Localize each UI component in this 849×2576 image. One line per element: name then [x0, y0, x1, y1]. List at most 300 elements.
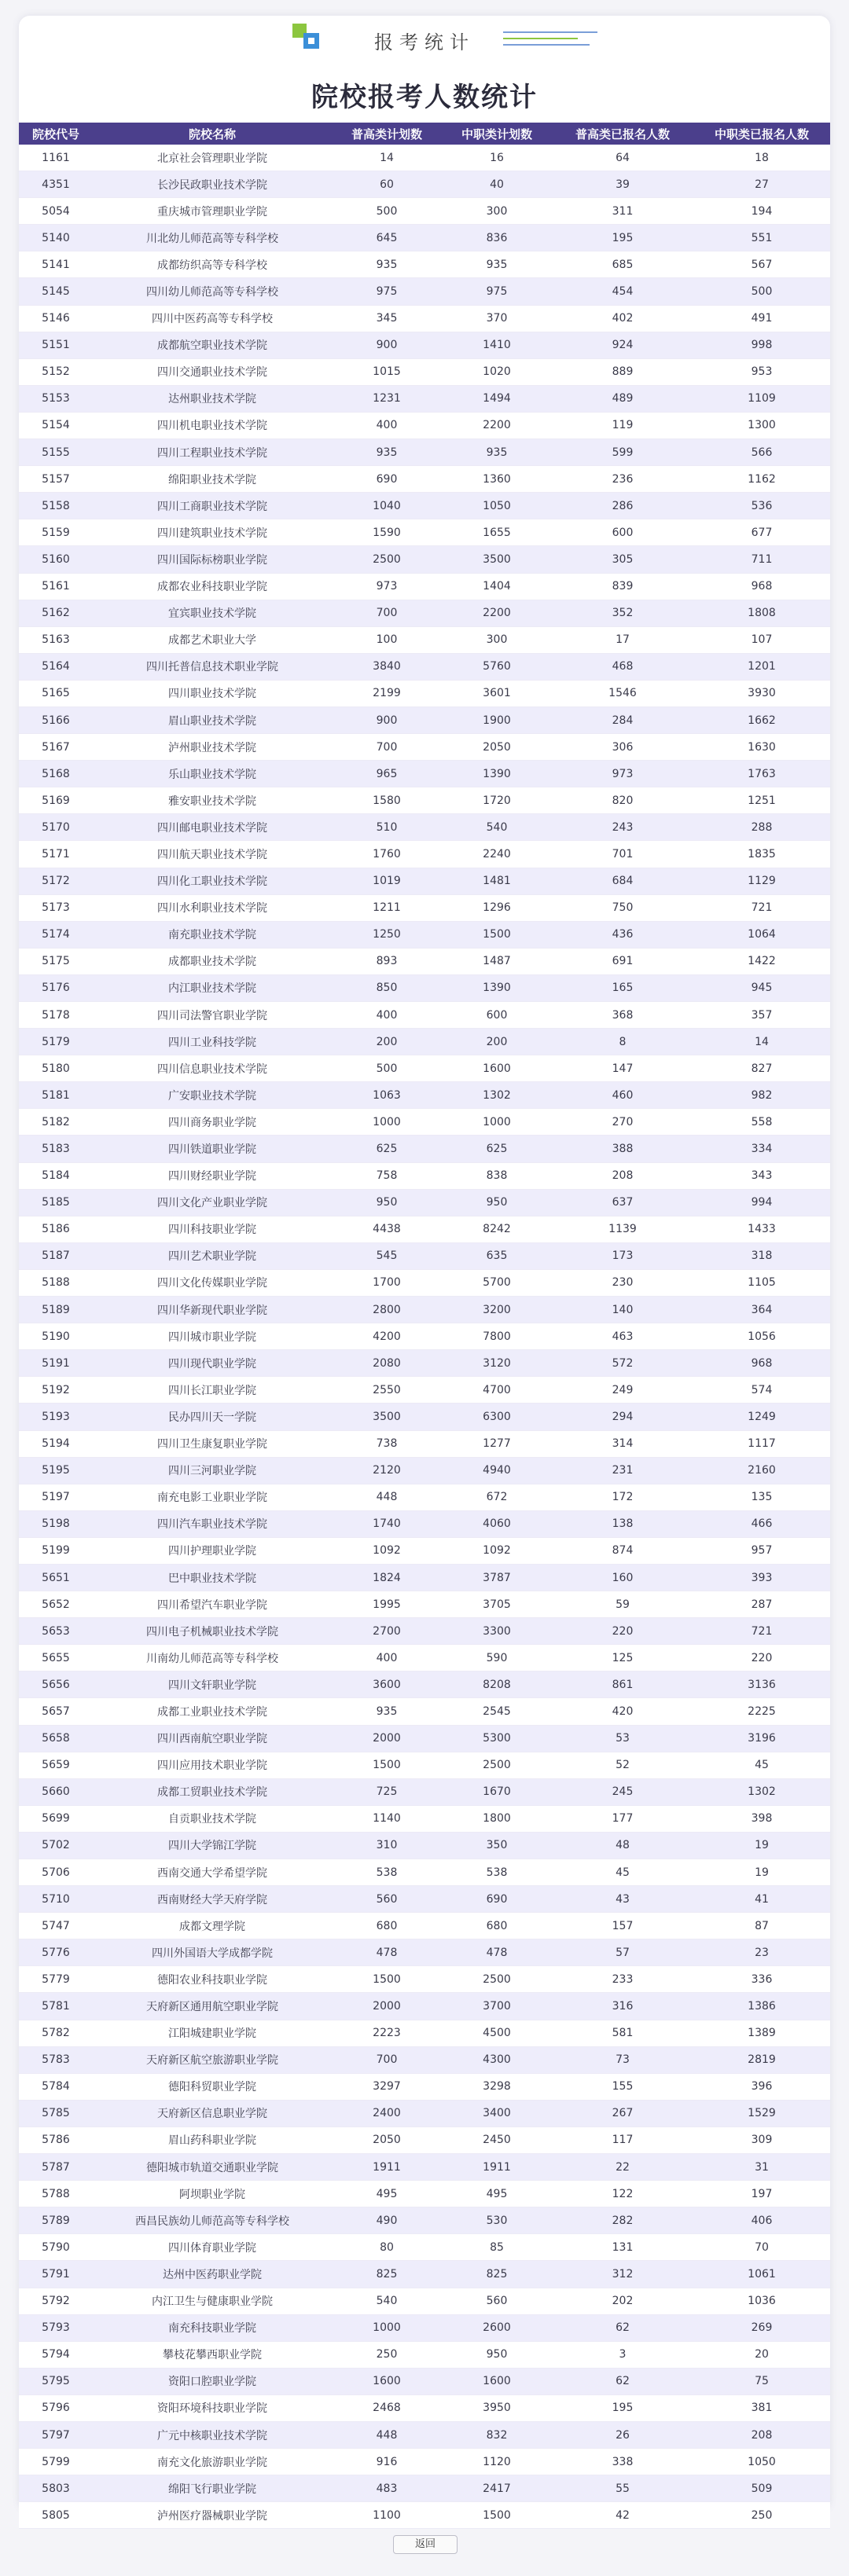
cell-vocational-enrolled: 393 [693, 1564, 830, 1591]
cell-code: 5186 [19, 1216, 93, 1242]
table-row [19, 412, 830, 439]
table-row [19, 1430, 830, 1457]
cell-school-name: 广元中核职业技术学院 [93, 2421, 332, 2448]
table-row [19, 2502, 830, 2529]
cell-general-enrolled: 160 [552, 1564, 693, 1591]
cell-general-enrolled: 750 [552, 894, 693, 921]
cell-vocational-plan: 690 [442, 1886, 552, 1913]
cell-general-enrolled: 45 [552, 1859, 693, 1886]
cell-vocational-enrolled: 14 [693, 1029, 830, 1055]
cell-vocational-enrolled: 1117 [693, 1430, 830, 1457]
cell-general-enrolled: 684 [552, 868, 693, 894]
cell-vocational-plan: 1720 [442, 787, 552, 814]
cell-vocational-plan: 2050 [442, 734, 552, 761]
cell-vocational-enrolled: 509 [693, 2475, 830, 2502]
table-row [19, 1029, 830, 1055]
cell-general-enrolled: 436 [552, 921, 693, 948]
cell-general-plan: 690 [332, 466, 442, 493]
cell-vocational-enrolled: 357 [693, 1002, 830, 1029]
cell-general-plan: 2700 [332, 1618, 442, 1645]
cell-vocational-plan: 3298 [442, 2073, 552, 2100]
cell-general-enrolled: 973 [552, 761, 693, 787]
cell-general-plan: 893 [332, 948, 442, 974]
cell-general-enrolled: 316 [552, 1993, 693, 2020]
cell-vocational-enrolled: 677 [693, 519, 830, 546]
cell-vocational-plan: 8208 [442, 1671, 552, 1698]
cell-general-plan: 3297 [332, 2073, 442, 2100]
cell-code: 5180 [19, 1055, 93, 1082]
cell-vocational-plan: 832 [442, 2421, 552, 2448]
cell-code: 5776 [19, 1939, 93, 1966]
cell-school-name: 达州中医药职业学院 [93, 2261, 332, 2288]
cell-code: 5706 [19, 1859, 93, 1886]
cell-school-name: 川北幼儿师范高等专科学校 [93, 225, 332, 251]
cell-code: 5174 [19, 921, 93, 948]
table-row [19, 2234, 830, 2261]
cell-general-plan: 2000 [332, 1725, 442, 1752]
cell-general-plan: 1824 [332, 1564, 442, 1591]
table-row [19, 680, 830, 706]
cell-vocational-enrolled: 1808 [693, 600, 830, 626]
cell-general-plan: 973 [332, 573, 442, 600]
cell-general-enrolled: 57 [552, 1939, 693, 1966]
cell-code: 5781 [19, 1993, 93, 2020]
cell-general-plan: 4200 [332, 1323, 442, 1350]
cell-general-plan: 448 [332, 1484, 442, 1510]
table-row [19, 278, 830, 305]
cell-general-plan: 645 [332, 225, 442, 251]
cell-general-enrolled: 312 [552, 2261, 693, 2288]
table-row [19, 2368, 830, 2394]
cell-general-enrolled: 122 [552, 2181, 693, 2207]
cell-vocational-enrolled: 998 [693, 332, 830, 358]
cell-code: 5656 [19, 1671, 93, 1698]
cell-code: 5788 [19, 2181, 93, 2207]
cell-vocational-enrolled: 945 [693, 974, 830, 1001]
cell-vocational-enrolled: 711 [693, 546, 830, 573]
cell-school-name: 成都艺术职业大学 [93, 626, 332, 653]
cell-general-plan: 1760 [332, 841, 442, 868]
cell-general-enrolled: 17 [552, 626, 693, 653]
cell-code: 5164 [19, 653, 93, 680]
table-row [19, 1377, 830, 1404]
cell-general-enrolled: 338 [552, 2449, 693, 2475]
cell-vocational-plan: 2545 [442, 1698, 552, 1725]
enrollment-table [19, 123, 830, 2529]
cell-school-name: 四川铁道职业学院 [93, 1136, 332, 1162]
cell-vocational-enrolled: 1129 [693, 868, 830, 894]
cell-vocational-enrolled: 1036 [693, 2288, 830, 2314]
cell-vocational-plan: 4300 [442, 2046, 552, 2073]
cell-vocational-plan: 1277 [442, 1430, 552, 1457]
cell-vocational-plan: 1000 [442, 1109, 552, 1136]
cell-school-name: 南充职业技术学院 [93, 921, 332, 948]
cell-general-enrolled: 600 [552, 519, 693, 546]
table-row [19, 1618, 830, 1645]
cell-vocational-plan: 2200 [442, 412, 552, 439]
cell-vocational-plan: 478 [442, 1939, 552, 1966]
cell-code: 5161 [19, 573, 93, 600]
table-row [19, 600, 830, 626]
cell-vocational-plan: 1360 [442, 466, 552, 493]
cell-school-name: 成都工贸职业技术学院 [93, 1778, 332, 1805]
cell-general-enrolled: 55 [552, 2475, 693, 2502]
cell-general-plan: 2080 [332, 1350, 442, 1377]
cell-general-enrolled: 572 [552, 1350, 693, 1377]
cell-general-plan: 1140 [332, 1805, 442, 1832]
cell-vocational-enrolled: 1662 [693, 706, 830, 733]
cell-general-plan: 495 [332, 2181, 442, 2207]
table-row [19, 1082, 830, 1109]
cell-vocational-plan: 300 [442, 626, 552, 653]
cell-general-enrolled: 236 [552, 466, 693, 493]
cell-general-enrolled: 125 [552, 1645, 693, 1671]
cell-general-plan: 900 [332, 706, 442, 733]
cell-vocational-enrolled: 721 [693, 894, 830, 921]
cell-general-enrolled: 282 [552, 2207, 693, 2234]
cell-vocational-enrolled: 1389 [693, 2020, 830, 2046]
table-row [19, 1859, 830, 1886]
cell-vocational-enrolled: 953 [693, 358, 830, 385]
cell-general-plan: 965 [332, 761, 442, 787]
back-button[interactable]: 返回 [393, 2535, 458, 2554]
cell-code: 4351 [19, 171, 93, 198]
cell-general-enrolled: 59 [552, 1591, 693, 1618]
table-row [19, 439, 830, 466]
cell-code: 5792 [19, 2288, 93, 2314]
cell-vocational-enrolled: 558 [693, 1109, 830, 1136]
cell-school-name: 四川托普信息技术职业学院 [93, 653, 332, 680]
cell-code: 5710 [19, 1886, 93, 1913]
cell-school-name: 攀枝花攀西职业学院 [93, 2341, 332, 2368]
cell-general-enrolled: 131 [552, 2234, 693, 2261]
cell-general-enrolled: 249 [552, 1377, 693, 1404]
cell-school-name: 西南交通大学希望学院 [93, 1859, 332, 1886]
cell-vocational-enrolled: 1302 [693, 1778, 830, 1805]
table-row [19, 1002, 830, 1029]
cell-code: 5163 [19, 626, 93, 653]
cell-vocational-enrolled: 197 [693, 2181, 830, 2207]
cell-general-enrolled: 599 [552, 439, 693, 466]
table-row [19, 1162, 830, 1189]
cell-vocational-plan: 3950 [442, 2394, 552, 2421]
cell-vocational-enrolled: 1763 [693, 761, 830, 787]
table-row [19, 1404, 830, 1430]
cell-general-plan: 1000 [332, 1109, 442, 1136]
cell-code: 5157 [19, 466, 93, 493]
table-row [19, 358, 830, 385]
cell-general-enrolled: 637 [552, 1189, 693, 1216]
cell-vocational-enrolled: 194 [693, 198, 830, 225]
cell-school-name: 成都职业技术学院 [93, 948, 332, 974]
cell-code: 5805 [19, 2502, 93, 2529]
cell-school-name: 四川科技职业学院 [93, 1216, 332, 1242]
cell-code: 5197 [19, 1484, 93, 1510]
cell-general-enrolled: 233 [552, 1966, 693, 1993]
cell-code: 5195 [19, 1457, 93, 1484]
cell-vocational-plan: 4500 [442, 2020, 552, 2046]
cell-vocational-enrolled: 1630 [693, 734, 830, 761]
cell-code: 5175 [19, 948, 93, 974]
cell-code: 5652 [19, 1591, 93, 1618]
table-row [19, 1350, 830, 1377]
table-row [19, 1242, 830, 1269]
cell-general-enrolled: 889 [552, 358, 693, 385]
cell-general-plan: 900 [332, 332, 442, 358]
table-row [19, 251, 830, 278]
cell-vocational-enrolled: 968 [693, 1350, 830, 1377]
cell-vocational-enrolled: 994 [693, 1189, 830, 1216]
cell-general-plan: 483 [332, 2475, 442, 2502]
cell-school-name: 德阳科贸职业学院 [93, 2073, 332, 2100]
cell-general-plan: 2000 [332, 1993, 442, 2020]
cell-general-plan: 2050 [332, 2126, 442, 2153]
cell-vocational-plan: 1487 [442, 948, 552, 974]
cell-vocational-plan: 85 [442, 2234, 552, 2261]
table-row [19, 466, 830, 493]
cell-vocational-enrolled: 381 [693, 2394, 830, 2421]
cell-vocational-enrolled: 41 [693, 1886, 830, 1913]
table-row [19, 1136, 830, 1162]
cell-general-plan: 935 [332, 251, 442, 278]
cell-vocational-plan: 680 [442, 1913, 552, 1939]
table-row [19, 653, 830, 680]
cell-vocational-plan: 3300 [442, 1618, 552, 1645]
cell-school-name: 民办四川天一学院 [93, 1404, 332, 1430]
cell-school-name: 四川信息职业技术学院 [93, 1055, 332, 1082]
cell-general-plan: 2120 [332, 1457, 442, 1484]
cell-vocational-enrolled: 23 [693, 1939, 830, 1966]
cell-general-plan: 540 [332, 2288, 442, 2314]
cell-vocational-enrolled: 1050 [693, 2449, 830, 2475]
cell-school-name: 天府新区航空旅游职业学院 [93, 2046, 332, 2073]
cell-vocational-enrolled: 318 [693, 1242, 830, 1269]
cell-vocational-plan: 975 [442, 278, 552, 305]
cell-vocational-enrolled: 135 [693, 1484, 830, 1510]
cell-vocational-plan: 950 [442, 2341, 552, 2368]
cell-general-enrolled: 284 [552, 706, 693, 733]
cell-code: 5785 [19, 2100, 93, 2126]
cell-school-name: 眉山职业技术学院 [93, 706, 332, 733]
cell-vocational-plan: 350 [442, 1832, 552, 1859]
cell-general-plan: 1231 [332, 385, 442, 412]
cell-code: 5657 [19, 1698, 93, 1725]
cell-vocational-plan: 1404 [442, 573, 552, 600]
table-row [19, 2314, 830, 2341]
cell-school-name: 资阳口腔职业学院 [93, 2368, 332, 2394]
cell-vocational-plan: 935 [442, 251, 552, 278]
table-row [19, 1457, 830, 1484]
cell-vocational-plan: 40 [442, 171, 552, 198]
table-row [19, 305, 830, 332]
table-row [19, 706, 830, 733]
cell-vocational-enrolled: 107 [693, 626, 830, 653]
cell-general-plan: 538 [332, 1859, 442, 1886]
cell-school-name: 长沙民政职业技术学院 [93, 171, 332, 198]
cell-vocational-enrolled: 208 [693, 2421, 830, 2448]
cell-general-plan: 700 [332, 734, 442, 761]
cell-general-enrolled: 388 [552, 1136, 693, 1162]
table-row [19, 626, 830, 653]
cell-general-enrolled: 22 [552, 2154, 693, 2181]
cell-general-enrolled: 468 [552, 653, 693, 680]
cell-school-name: 四川体育职业学院 [93, 2234, 332, 2261]
column-header-general-plan: 普高类计划数 [332, 123, 442, 145]
cell-vocational-enrolled: 1201 [693, 653, 830, 680]
table-row [19, 1725, 830, 1752]
table-row [19, 814, 830, 841]
cell-general-plan: 560 [332, 1886, 442, 1913]
cell-general-plan: 758 [332, 1162, 442, 1189]
cell-general-plan: 2199 [332, 680, 442, 706]
cell-general-plan: 400 [332, 1002, 442, 1029]
cell-vocational-enrolled: 220 [693, 1645, 830, 1671]
cell-general-plan: 500 [332, 1055, 442, 1082]
table-row [19, 1510, 830, 1537]
cell-vocational-plan: 530 [442, 2207, 552, 2234]
cell-code: 5178 [19, 1002, 93, 1029]
column-header-vocational-plan: 中职类计划数 [442, 123, 552, 145]
cell-vocational-plan: 16 [442, 145, 552, 171]
cell-vocational-enrolled: 1061 [693, 2261, 830, 2288]
cell-school-name: 雅安职业技术学院 [93, 787, 332, 814]
cell-vocational-plan: 1390 [442, 974, 552, 1001]
cell-vocational-enrolled: 1249 [693, 1404, 830, 1430]
cell-general-plan: 80 [332, 2234, 442, 2261]
cell-general-plan: 1911 [332, 2154, 442, 2181]
table-row [19, 1591, 830, 1618]
cell-vocational-enrolled: 500 [693, 278, 830, 305]
cell-school-name: 四川航天职业技术学院 [93, 841, 332, 868]
cell-vocational-enrolled: 466 [693, 1510, 830, 1537]
cell-vocational-enrolled: 269 [693, 2314, 830, 2341]
cell-general-plan: 975 [332, 278, 442, 305]
cell-vocational-plan: 1800 [442, 1805, 552, 1832]
cell-vocational-enrolled: 250 [693, 2502, 830, 2529]
cell-vocational-enrolled: 19 [693, 1832, 830, 1859]
cell-general-enrolled: 861 [552, 1671, 693, 1698]
cell-general-plan: 1100 [332, 2502, 442, 2529]
cell-vocational-plan: 1500 [442, 921, 552, 948]
cell-code: 5702 [19, 1832, 93, 1859]
table-row [19, 2341, 830, 2368]
decorative-lines-icon [503, 29, 597, 50]
cell-general-enrolled: 294 [552, 1404, 693, 1430]
cell-general-enrolled: 314 [552, 1430, 693, 1457]
table-body [19, 145, 830, 2529]
cell-vocational-plan: 560 [442, 2288, 552, 2314]
cell-general-enrolled: 701 [552, 841, 693, 868]
cell-general-enrolled: 352 [552, 600, 693, 626]
cell-school-name: 成都工业职业技术学院 [93, 1698, 332, 1725]
cell-general-enrolled: 202 [552, 2288, 693, 2314]
cell-vocational-plan: 672 [442, 1484, 552, 1510]
table-row [19, 1778, 830, 1805]
cell-vocational-plan: 2450 [442, 2126, 552, 2153]
cell-vocational-enrolled: 87 [693, 1913, 830, 1939]
cell-general-plan: 935 [332, 439, 442, 466]
cell-general-enrolled: 138 [552, 1510, 693, 1537]
cell-vocational-plan: 495 [442, 2181, 552, 2207]
cell-general-plan: 1500 [332, 1752, 442, 1778]
cell-general-enrolled: 157 [552, 1913, 693, 1939]
cell-school-name: 四川文化产业职业学院 [93, 1189, 332, 1216]
cell-code: 5168 [19, 761, 93, 787]
cell-school-name: 四川国际标榜职业学院 [93, 546, 332, 573]
cell-general-plan: 345 [332, 305, 442, 332]
cell-general-plan: 1250 [332, 921, 442, 948]
cell-code: 5199 [19, 1537, 93, 1564]
cell-code: 5155 [19, 439, 93, 466]
table-row [19, 1484, 830, 1510]
cell-general-enrolled: 220 [552, 1618, 693, 1645]
cell-general-plan: 478 [332, 1939, 442, 1966]
cell-general-plan: 1211 [332, 894, 442, 921]
cell-general-enrolled: 42 [552, 2502, 693, 2529]
cell-code: 5651 [19, 1564, 93, 1591]
cell-vocational-enrolled: 827 [693, 1055, 830, 1082]
cell-general-plan: 510 [332, 814, 442, 841]
table-row [19, 1671, 830, 1698]
cell-code: 5658 [19, 1725, 93, 1752]
cell-vocational-plan: 1050 [442, 493, 552, 519]
cell-school-name: 四川文化传媒职业学院 [93, 1269, 332, 1296]
cell-school-name: 四川希望汽车职业学院 [93, 1591, 332, 1618]
cell-vocational-plan: 1120 [442, 2449, 552, 2475]
cell-code: 5189 [19, 1297, 93, 1323]
cell-vocational-plan: 4060 [442, 1510, 552, 1537]
cell-code: 5190 [19, 1323, 93, 1350]
cell-school-name: 西昌民族幼儿师范高等专科学校 [93, 2207, 332, 2234]
page-footer [19, 2529, 830, 2576]
table-row [19, 385, 830, 412]
cell-code: 5154 [19, 412, 93, 439]
cell-school-name: 南充科技职业学院 [93, 2314, 332, 2341]
cell-code: 5782 [19, 2020, 93, 2046]
cell-general-enrolled: 172 [552, 1484, 693, 1510]
table-row [19, 573, 830, 600]
cell-general-plan: 1015 [332, 358, 442, 385]
cell-school-name: 四川职业技术学院 [93, 680, 332, 706]
cell-general-plan: 1000 [332, 2314, 442, 2341]
table-row [19, 2449, 830, 2475]
cell-vocational-plan: 3400 [442, 2100, 552, 2126]
cell-vocational-enrolled: 336 [693, 1966, 830, 1993]
cell-code: 5172 [19, 868, 93, 894]
table-row [19, 1216, 830, 1242]
table-row [19, 2394, 830, 2421]
table-row [19, 546, 830, 573]
cell-general-plan: 3840 [332, 653, 442, 680]
cell-vocational-enrolled: 75 [693, 2368, 830, 2394]
cell-vocational-enrolled: 2225 [693, 1698, 830, 1725]
cell-vocational-plan: 3601 [442, 680, 552, 706]
cell-school-name: 四川商务职业学院 [93, 1109, 332, 1136]
cell-general-plan: 825 [332, 2261, 442, 2288]
cell-school-name: 川南幼儿师范高等专科学校 [93, 1645, 332, 1671]
cell-vocational-enrolled: 566 [693, 439, 830, 466]
cell-general-plan: 490 [332, 2207, 442, 2234]
cell-code: 5159 [19, 519, 93, 546]
cell-vocational-plan: 538 [442, 1859, 552, 1886]
cell-school-name: 四川工商职业技术学院 [93, 493, 332, 519]
cell-school-name: 天府新区信息职业学院 [93, 2100, 332, 2126]
cell-vocational-enrolled: 567 [693, 251, 830, 278]
table-row [19, 145, 830, 171]
cell-school-name: 阿坝职业学院 [93, 2181, 332, 2207]
cell-general-plan: 950 [332, 1189, 442, 1216]
cell-school-name: 眉山药科职业学院 [93, 2126, 332, 2153]
